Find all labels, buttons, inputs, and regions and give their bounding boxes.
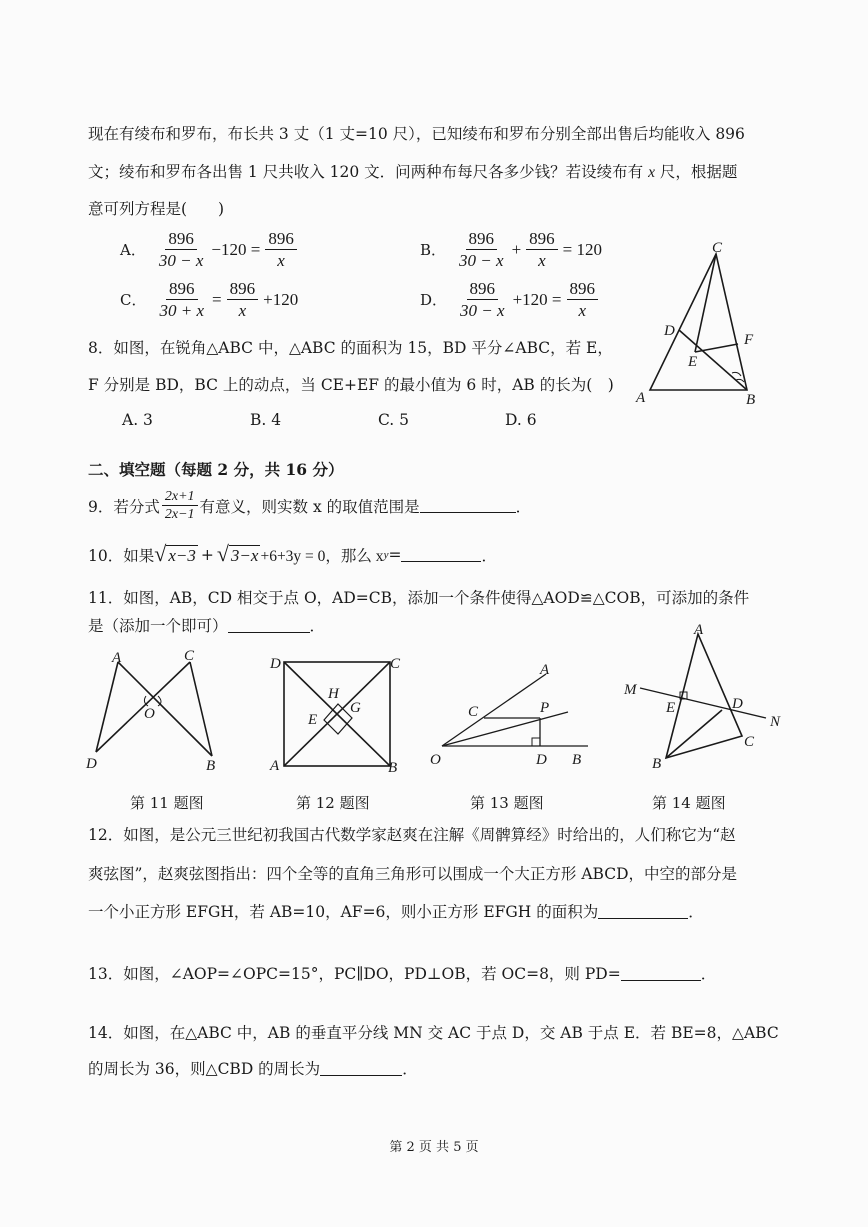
q11-line1: 11．如图，AB，CD 相交于点 O，AD=CB，添加一个条件使得△AOD≌△COB，可添加的条件 (88, 589, 750, 607)
q14-line1: 14．如图，在△ABC 中，AB 的垂直平分线 MN 交 AC 于点 D，交 AB 于点 E．若 BE=8，△ABC (88, 1024, 779, 1042)
q7-line3: 意可列方程是( ) (88, 200, 225, 218)
q10-answer-blank[interactable] (401, 547, 481, 562)
fig14-label-m: M (624, 682, 637, 698)
section-fill-in-heading: 二、填空题（每题 2 分，共 16 分） (88, 460, 344, 479)
q13-period: ． (700, 965, 717, 983)
q7-line1: 现在有绫布和罗布，布长共 3 丈（1 丈=10 尺），已知绫布和罗布分别全部出售后均能收入 896 (88, 125, 745, 143)
q10-plus: + (200, 545, 214, 564)
q7-line2 (88, 160, 737, 182)
fig12-label-b: B (388, 760, 398, 776)
fig13-label-d: D (536, 752, 547, 768)
fig8-label-b: B (746, 392, 756, 408)
fig14-label-n: N (770, 714, 781, 730)
q7-option-a[interactable] (120, 228, 299, 271)
q8-line1: 8．如图，在锐角△ABC 中，△ABC 的面积为 15，BD 平分∠ABC，若 E， (88, 339, 613, 357)
q7-line2-a: 文；绫布和罗布各出售 1 尺共收入 120 文．问两种布每尺各多少钱？若设绫布有 (88, 163, 649, 181)
q12-line2: 爽弦图”，赵爽弦图指出：四个全等的直角三角形可以围成一个大正方形 ABCD，中空的部分是 (88, 865, 738, 883)
operator: −120 = (211, 239, 261, 259)
fig11-label-o: O (144, 706, 155, 722)
operator: +120 = (512, 289, 562, 309)
q7-option-d[interactable] (420, 278, 600, 321)
fig11-label-c: C (184, 648, 195, 664)
fig11-label-a: A (112, 650, 122, 666)
fig12-label-c: C (390, 656, 401, 672)
q8-option-c[interactable]: C. 5 (378, 411, 410, 429)
q11-line2-text: 是（添加一个即可） (88, 617, 228, 635)
option-label: B． (420, 241, 447, 259)
frac-num: 896 (466, 228, 498, 250)
frac-num: 896 (467, 278, 499, 300)
q9-answer-blank[interactable] (420, 498, 516, 513)
fig8-label-f: F (744, 332, 754, 348)
fig8-label-e: E (688, 354, 698, 370)
option-label: D． (420, 291, 448, 309)
q10-radicand-1: x−3 (168, 546, 196, 565)
fig12-label-h: H (328, 686, 339, 702)
q8-line2: F 分别是 BD，BC 上的动点，当 CE+EF 的最小值为 6 时，AB 的长为( ) (88, 376, 614, 394)
fig14-label-d: D (732, 696, 743, 712)
operator-tail: +120 (263, 289, 299, 309)
frac-den: x (538, 251, 546, 270)
q14-line2 (88, 1057, 418, 1079)
fig12-zhao-shuang-square (262, 648, 412, 778)
q10-period: ． (481, 546, 497, 565)
q8-option-b[interactable]: B. 4 (250, 411, 282, 429)
operator: = (212, 289, 222, 309)
q14-answer-blank[interactable] (320, 1061, 402, 1076)
q12-line3-text: 一个小正方形 EFGH，若 AB=10，AF=6，则小正方形 EFGH 的面积为 (88, 903, 599, 921)
operator-tail: = 120 (562, 239, 602, 259)
fig12-label-d: D (270, 656, 281, 672)
q11-period: ． (309, 617, 326, 635)
fig14-perpendicular-bisector (620, 618, 790, 778)
fig13-angle-figure (428, 658, 598, 773)
frac-den: 30 − x (459, 251, 504, 270)
q14-period: ． (402, 1060, 418, 1078)
q10-sqrt-2: √ 3−x (216, 541, 259, 566)
frac-num: 896 (265, 228, 297, 250)
frac-num: 896 (567, 278, 599, 300)
frac-num: 896 (165, 228, 197, 250)
q13-line (88, 962, 716, 984)
q10-post: +6+3y = 0，那么 x (260, 547, 384, 565)
q9-post: 有意义，则实数 x 的取值范围是 (199, 497, 420, 516)
frac-den: 30 + x (159, 301, 205, 320)
q10-line (88, 543, 497, 566)
q7-var: x (648, 164, 655, 181)
q9-pre: 9．若分式 (88, 497, 160, 516)
q7-option-c[interactable] (120, 278, 301, 321)
option-label: A． (120, 241, 146, 259)
frac-num: 896 (166, 278, 198, 300)
fig11-caption: 第 11 题图 (130, 794, 204, 812)
fig12-label-g: G (350, 700, 361, 716)
q11-line2 (88, 614, 325, 636)
q14-line2-text: 的周长为 36，则△CBD 的周长为 (88, 1060, 321, 1078)
q9-num: 2x+1 (162, 488, 198, 506)
fig13-label-c: C (468, 704, 479, 720)
option-label: C． (120, 291, 147, 309)
fig13-label-o: O (430, 752, 441, 768)
frac-den: 30 − x (460, 301, 505, 320)
operator: + (511, 239, 522, 259)
frac-num: 896 (526, 228, 558, 250)
q8-option-a[interactable]: A. 3 (122, 411, 153, 429)
fig13-label-a: A (540, 662, 550, 678)
q8-triangle-figure (632, 240, 782, 410)
fig13-label-p: P (540, 700, 550, 716)
fig13-caption: 第 13 题图 (470, 794, 544, 812)
page-footer: 第 2 页 共 5 页 (389, 1140, 479, 1155)
fig8-label-a: A (636, 390, 646, 406)
q10-sqrt-1: √ x−3 (154, 541, 196, 566)
fig12-caption: 第 12 题图 (296, 794, 370, 812)
fig14-label-c: C (744, 734, 755, 750)
fig11-label-b: B (206, 758, 216, 774)
fig14-caption: 第 14 题图 (652, 794, 726, 812)
q9-den: 2x−1 (164, 507, 195, 522)
q10-radicand-2: 3−x (230, 546, 259, 565)
q10-sup: y (383, 548, 389, 561)
frac-den: x (238, 301, 247, 320)
fig8-label-d: D (664, 323, 675, 339)
frac-den: x (277, 251, 285, 270)
q12-line3 (88, 900, 704, 922)
fig11-crossed-triangles (82, 644, 232, 779)
frac-num: 896 (227, 278, 259, 300)
q9-period: ． (515, 497, 532, 516)
fig12-label-e: E (308, 712, 318, 728)
fig12-label-a: A (270, 758, 280, 774)
q12-period: ． (688, 903, 704, 921)
q8-option-d[interactable]: D. 6 (505, 411, 537, 429)
frac-den: 30 − x (158, 251, 204, 270)
q10-pre: 10．如果 (88, 546, 155, 565)
q13-answer-blank[interactable] (621, 966, 701, 981)
q7-line2-b: 尺，根据题 (654, 163, 738, 181)
q9-line (88, 488, 531, 523)
fig14-label-e: E (666, 700, 676, 716)
fig14-label-a: A (694, 622, 704, 638)
q13-text: 13．如图，∠AOP=∠OPC=15°，PC∥DO，PD⊥OB，若 OC=8，则 PD= (88, 965, 621, 983)
q12-line1: 12．如图，是公元三世纪初我国古代数学家赵爽在注解《周髀算经》时给出的，人们称它为“赵 (88, 826, 736, 844)
q12-answer-blank[interactable] (598, 904, 688, 919)
fig11-label-d: D (86, 756, 97, 772)
fig13-label-b: B (572, 752, 582, 768)
frac-den: x (578, 301, 587, 320)
fig8-label-c: C (712, 240, 723, 256)
fig14-label-b: B (652, 756, 662, 772)
q10-eq: = (388, 545, 402, 564)
q11-answer-blank[interactable] (228, 618, 310, 633)
q7-option-b[interactable] (420, 228, 605, 271)
